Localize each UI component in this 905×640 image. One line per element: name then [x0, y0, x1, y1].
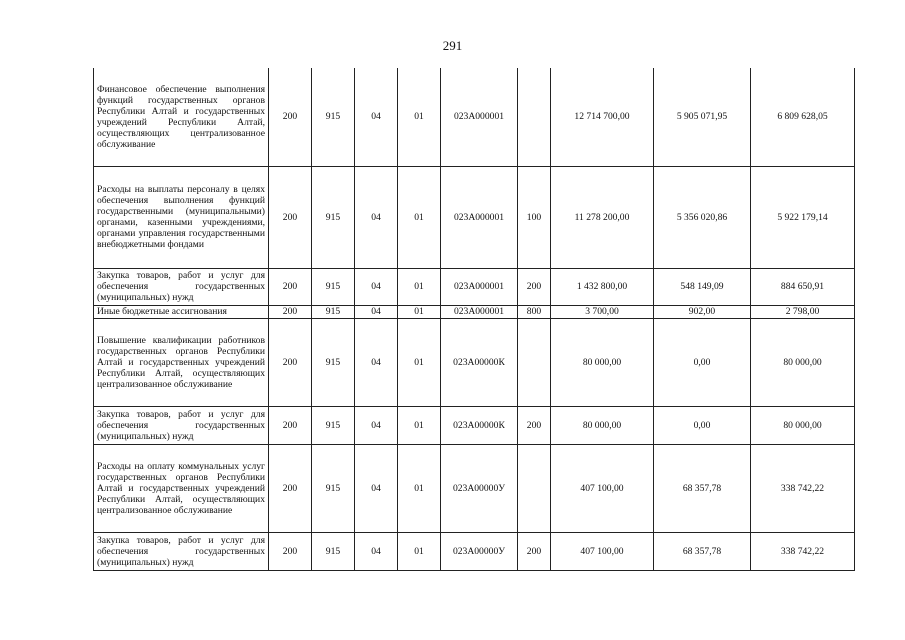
executed-amount-cell: 0,00	[654, 318, 751, 406]
remaining-amount-cell: 338 742,22	[751, 532, 855, 570]
remaining-amount-cell: 80 000,00	[751, 406, 855, 444]
pr-cell: 01	[398, 444, 441, 532]
pr-cell: 01	[398, 268, 441, 305]
rz-cell: 04	[355, 268, 398, 305]
pr-cell: 01	[398, 305, 441, 318]
remaining-amount-cell: 5 922 179,14	[751, 166, 855, 268]
pr-cell: 01	[398, 406, 441, 444]
row-name-cell: Иные бюджетные ассигнования	[94, 305, 269, 318]
ved-cell: 915	[312, 444, 355, 532]
csr-cell: 023А00000К	[441, 406, 518, 444]
ved-cell: 915	[312, 532, 355, 570]
vr-cell: 200	[518, 406, 551, 444]
plan-amount-cell: 407 100,00	[551, 444, 654, 532]
gr-cell: 200	[269, 444, 312, 532]
executed-amount-cell: 68 357,78	[654, 444, 751, 532]
rz-cell: 04	[355, 68, 398, 166]
executed-amount-cell: 5 905 071,95	[654, 68, 751, 166]
plan-amount-cell: 1 432 800,00	[551, 268, 654, 305]
vr-cell: 100	[518, 166, 551, 268]
ved-cell: 915	[312, 166, 355, 268]
csr-cell: 023А00000К	[441, 318, 518, 406]
csr-cell: 023А000001	[441, 305, 518, 318]
table-row	[94, 268, 855, 305]
csr-cell: 023А000001	[441, 268, 518, 305]
csr-cell: 023А00000У	[441, 532, 518, 570]
table-row	[94, 532, 855, 570]
remaining-amount-cell: 6 809 628,05	[751, 68, 855, 166]
remaining-amount-cell: 884 650,91	[751, 268, 855, 305]
remaining-amount-cell: 2 798,00	[751, 305, 855, 318]
gr-cell: 200	[269, 318, 312, 406]
row-name-cell: Закупка товаров, работ и услуг для обеспечения государственных (муниципальных) нужд	[94, 532, 269, 570]
table-row	[94, 444, 855, 532]
row-name-cell: Расходы на выплаты персоналу в целях обеспечения выполнения функций государственными (муниципальными) органами, казенными учреждениями, органами управления государственными внебюджетными фондами	[94, 166, 269, 268]
executed-amount-cell: 0,00	[654, 406, 751, 444]
gr-cell: 200	[269, 406, 312, 444]
ved-cell: 915	[312, 268, 355, 305]
rz-cell: 04	[355, 406, 398, 444]
table-row	[94, 305, 855, 318]
rz-cell: 04	[355, 305, 398, 318]
rz-cell: 04	[355, 166, 398, 268]
remaining-amount-cell: 80 000,00	[751, 318, 855, 406]
table-body	[94, 68, 855, 570]
rz-cell: 04	[355, 444, 398, 532]
executed-amount-cell: 548 149,09	[654, 268, 751, 305]
gr-cell: 200	[269, 68, 312, 166]
vr-cell	[518, 318, 551, 406]
plan-amount-cell: 407 100,00	[551, 532, 654, 570]
pr-cell: 01	[398, 68, 441, 166]
ved-cell: 915	[312, 406, 355, 444]
rz-cell: 04	[355, 318, 398, 406]
csr-cell: 023А000001	[441, 166, 518, 268]
row-name-cell: Финансовое обеспечение выполнения функций государственных органов Республики Алтай и государственных учреждений Республики Алтай, осуществляющих централизованное обслуживание	[94, 68, 269, 166]
pr-cell: 01	[398, 166, 441, 268]
rz-cell: 04	[355, 532, 398, 570]
row-name-cell: Повышение квалификации работников государственных органов Республики Алтай и государственных учреждений Республики Алтай, осуществляющих централизованное обслуживание	[94, 318, 269, 406]
row-name-cell: Закупка товаров, работ и услуг для обеспечения государственных (муниципальных) нужд	[94, 268, 269, 305]
plan-amount-cell: 12 714 700,00	[551, 68, 654, 166]
gr-cell: 200	[269, 532, 312, 570]
vr-cell	[518, 68, 551, 166]
executed-amount-cell: 68 357,78	[654, 532, 751, 570]
row-name-cell: Закупка товаров, работ и услуг для обеспечения государственных (муниципальных) нужд	[94, 406, 269, 444]
gr-cell: 200	[269, 166, 312, 268]
row-name-cell: Расходы на оплату коммунальных услуг государственных органов Республики Алтай и государственных учреждений Республики Алтай, осуществляющих централизованное обслуживание	[94, 444, 269, 532]
plan-amount-cell: 80 000,00	[551, 318, 654, 406]
executed-amount-cell: 902,00	[654, 305, 751, 318]
pr-cell: 01	[398, 532, 441, 570]
csr-cell: 023А000001	[441, 68, 518, 166]
remaining-amount-cell: 338 742,22	[751, 444, 855, 532]
table-row	[94, 68, 855, 166]
plan-amount-cell: 3 700,00	[551, 305, 654, 318]
plan-amount-cell: 11 278 200,00	[551, 166, 654, 268]
table-row	[94, 406, 855, 444]
plan-amount-cell: 80 000,00	[551, 406, 654, 444]
gr-cell: 200	[269, 305, 312, 318]
ved-cell: 915	[312, 318, 355, 406]
table-row	[94, 318, 855, 406]
budget-table	[93, 68, 855, 571]
vr-cell: 200	[518, 268, 551, 305]
pr-cell: 01	[398, 318, 441, 406]
csr-cell: 023А00000У	[441, 444, 518, 532]
page-number: 291	[442, 38, 463, 53]
vr-cell: 200	[518, 532, 551, 570]
vr-cell	[518, 444, 551, 532]
executed-amount-cell: 5 356 020,86	[654, 166, 751, 268]
ved-cell: 915	[312, 305, 355, 318]
vr-cell: 800	[518, 305, 551, 318]
gr-cell: 200	[269, 268, 312, 305]
table-row	[94, 166, 855, 268]
ved-cell: 915	[312, 68, 355, 166]
